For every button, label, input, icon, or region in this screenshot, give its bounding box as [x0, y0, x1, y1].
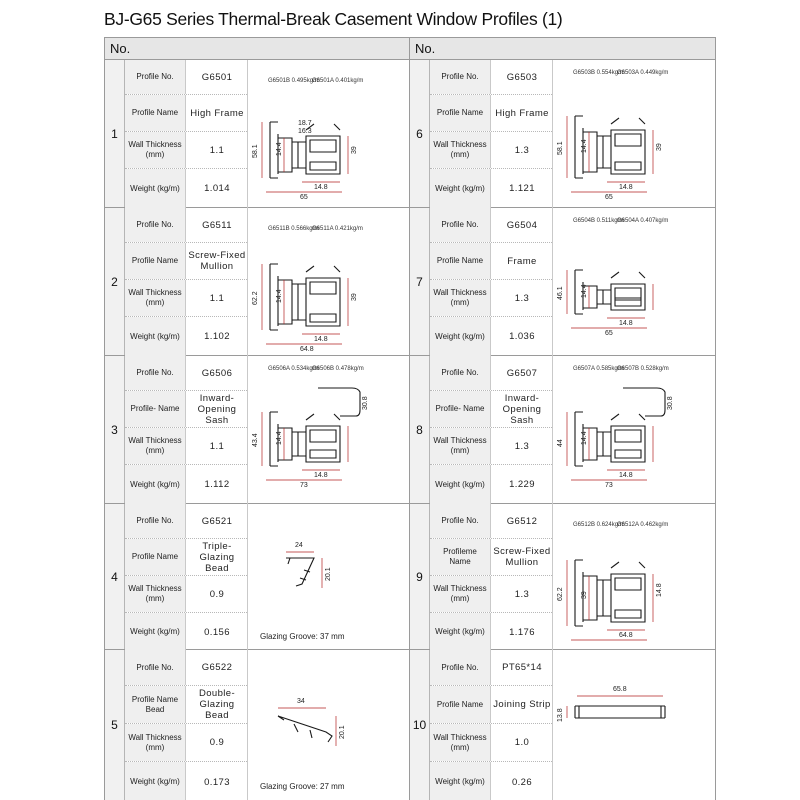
spec-label: Wall Thickness (mm): [430, 428, 491, 464]
spec-label: Profile- Name: [125, 391, 186, 427]
entry-number: 9: [410, 504, 430, 649]
weight-value: 0.156: [204, 626, 230, 638]
spec-label: Profile Name Bead: [125, 686, 186, 723]
entry-number: 2: [105, 208, 125, 355]
profile-code-label: G6501A 0.401kg/m: [312, 78, 364, 84]
entry-number: 4: [105, 504, 125, 649]
profile-code-label: G6504A 0.407kg/m: [617, 218, 669, 224]
profile-drawing: [552, 208, 715, 356]
spec-row-name: [125, 391, 247, 428]
profile-number: G6506: [201, 367, 233, 379]
profile-number: G6504: [506, 219, 538, 231]
dimension-label: 58.1: [557, 141, 564, 155]
spec-table: [125, 504, 247, 649]
dimension-label: 73: [300, 482, 308, 489]
spec-table: [125, 208, 247, 355]
spec-row-weight: [125, 317, 247, 356]
dimension-label: 14.8: [314, 472, 328, 479]
weight-value: 0.173: [204, 776, 230, 788]
spec-row-wall: [430, 576, 552, 613]
weight-value: 1.014: [204, 183, 230, 194]
profile-number: PT65*14: [502, 662, 542, 673]
wall-thickness-value: 0.9: [209, 588, 225, 600]
dimension-label: 16.3: [298, 128, 312, 135]
dimension-label: 58.1: [252, 144, 259, 158]
spec-row-wall: [430, 132, 552, 169]
spec-label: Profile No.: [125, 60, 186, 94]
weight-value: 1.112: [204, 479, 230, 490]
profile-entry: [105, 60, 410, 208]
spec-row-profile-no: [125, 60, 247, 95]
spec-label: Weight (kg/m): [125, 465, 186, 504]
wall-thickness-value: 1.0: [514, 737, 530, 748]
spec-label: Weight (kg/m): [125, 317, 186, 356]
profile-number: G6507: [506, 367, 538, 379]
dimension-label: 14.8: [656, 583, 663, 597]
dimension-label: 65: [605, 194, 613, 201]
profile-name: High Frame: [190, 107, 244, 119]
spec-label: Weight (kg/m): [430, 613, 491, 651]
spec-label: Profile No.: [125, 504, 186, 538]
profile-number: G6511: [202, 219, 232, 231]
profile-entry: [410, 650, 715, 800]
spec-row-profile-no: [125, 356, 247, 391]
spec-label: Wall Thickness (mm): [125, 280, 186, 316]
dimension-label: 30.8: [667, 396, 674, 410]
spec-label: Profile No.: [430, 504, 491, 538]
profile-section-drawing: [553, 650, 716, 800]
wall-thickness-value: 1.3: [514, 144, 530, 156]
spec-label: Profile- Name: [430, 391, 491, 427]
spec-row-weight: [430, 169, 552, 208]
spec-row-wall: [430, 428, 552, 465]
dimension-label: 39: [581, 591, 588, 599]
spec-row-profile-no: [430, 60, 552, 95]
spec-row-weight: [430, 762, 552, 800]
profile-code-label: G6503A 0.449kg/m: [617, 70, 669, 76]
document-title: BJ-G65 Series Thermal-Break Casement Window Profiles (1): [104, 9, 563, 29]
entry-number: 10: [410, 650, 430, 800]
profile-name: Inward-Opening Sash: [197, 392, 237, 426]
profile-code-label: G6512B 0.624kg/m: [573, 522, 625, 528]
profile-name: Inward-Opening Sash: [502, 392, 542, 426]
spec-row-name: [125, 686, 247, 724]
profile-section-drawing: [553, 208, 716, 356]
dimension-label: 14.4: [276, 142, 283, 156]
spec-row-weight: [125, 169, 247, 208]
spec-row-profile-no: [430, 356, 552, 391]
spec-row-profile-no: [125, 208, 247, 243]
spec-label: Weight (kg/m): [125, 169, 186, 208]
profile-name: Double-Glazing Bead: [198, 688, 236, 721]
spec-label: Profileme Name: [430, 539, 491, 575]
dimension-label: 13.8: [557, 708, 564, 722]
profile-code-label: G6506A 0.534kg/m: [268, 366, 320, 372]
dimension-label: 14.4: [581, 431, 588, 445]
glazing-groove-caption: Glazing Groove: 37 mm: [260, 632, 345, 641]
profile-drawing: [247, 208, 410, 356]
dimension-label: 64.8: [619, 632, 633, 639]
spec-row-wall: [125, 724, 247, 762]
spec-row-weight: [125, 465, 247, 504]
profile-code-label: G6501B 0.495kg/m: [268, 78, 320, 84]
dimension-label: 62.2: [252, 291, 259, 305]
spec-row-wall: [430, 280, 552, 317]
spec-table: [125, 650, 247, 800]
spec-label: Wall Thickness (mm): [125, 576, 186, 612]
profile-entry: [410, 208, 715, 356]
spec-row-weight: [125, 762, 247, 800]
profile-number: G6522: [201, 662, 233, 673]
profile-number: G6503: [506, 71, 538, 83]
spec-row-weight: [430, 613, 552, 651]
weight-value: 1.102: [204, 331, 230, 342]
entry-number: 6: [410, 60, 430, 207]
spec-row-wall: [430, 724, 552, 762]
dimension-label: 14.8: [314, 336, 328, 343]
profile-name: Triple-Glazing Bead: [199, 540, 235, 574]
spec-label: Profile No.: [125, 208, 186, 242]
spec-row-profile-no: [430, 650, 552, 686]
spec-label: Profile Name: [125, 243, 186, 279]
profile-code-label: G6511A 0.421kg/m: [312, 226, 363, 232]
spec-table: [430, 356, 552, 503]
spec-row-name: [430, 243, 552, 280]
dimension-label: 14.4: [581, 139, 588, 153]
dimension-label: 20.1: [325, 567, 332, 581]
wall-thickness-value: 0.9: [209, 737, 225, 748]
spec-label: Profile No.: [430, 356, 491, 390]
dimension-label: 65.8: [613, 686, 627, 693]
spec-label: Profile No.: [430, 208, 491, 242]
weight-value: 0.26: [511, 776, 533, 788]
profile-code-label: G6507A 0.585kg/m: [573, 366, 625, 372]
dimension-label: 18.7: [298, 120, 312, 127]
wall-thickness-value: 1.1: [209, 144, 225, 156]
spec-label: Weight (kg/m): [430, 465, 491, 504]
dimension-label: 14.4: [276, 289, 283, 303]
weight-value: 1.229: [509, 479, 535, 490]
profile-drawing: [247, 650, 410, 800]
profile-name: High Frame: [495, 107, 549, 119]
spec-row-weight: [430, 465, 552, 504]
spec-table: [125, 356, 247, 503]
wall-thickness-value: 1.3: [514, 440, 530, 452]
profile-drawing: [552, 356, 715, 504]
profile-entry: [410, 356, 715, 504]
profile-code-label: G6503B 0.554kg/m: [573, 70, 625, 76]
spec-label: Profile Name: [125, 95, 186, 131]
profile-section-drawing: [553, 356, 716, 504]
profile-name: Joining Strip: [493, 699, 551, 710]
spec-row-weight: [430, 317, 552, 356]
profile-code-label: G6512A 0.462kg/m: [617, 522, 669, 528]
profile-section-drawing: [553, 60, 716, 208]
glazing-groove-caption: Glazing Groove: 27 mm: [260, 782, 345, 791]
wall-thickness-value: 1.1: [209, 292, 225, 304]
spec-row-name: [430, 686, 552, 724]
profile-section-drawing: [248, 356, 411, 504]
profile-drawing: [247, 504, 410, 650]
left-column: [105, 60, 410, 800]
entry-number: 7: [410, 208, 430, 355]
spec-row-profile-no: [430, 504, 552, 539]
spec-row-name: [430, 95, 552, 132]
profile-section-drawing: [248, 650, 411, 800]
right-column: [410, 60, 715, 800]
dimension-label: 39: [351, 146, 358, 154]
table-header: [105, 38, 715, 60]
spec-label: Profile Name: [430, 686, 491, 723]
profile-entry: [105, 356, 410, 504]
dimension-label: 24: [295, 542, 303, 549]
profile-code-label: G6504B 0.511kg/m: [573, 218, 625, 224]
profile-number: G6512: [506, 515, 538, 527]
profile-entry: [410, 504, 715, 650]
profile-entry: [105, 504, 410, 650]
spec-label: Wall Thickness (mm): [430, 724, 491, 761]
spec-table: [430, 504, 552, 649]
profile-code-label: G6507B 0.528kg/m: [617, 366, 669, 372]
spec-label: Profile Name: [125, 539, 186, 575]
profile-number: G6501: [201, 71, 233, 83]
wall-thickness-value: 1.1: [209, 440, 225, 452]
dimension-label: 14.8: [619, 472, 633, 479]
profile-code-label: G6506B 0.478kg/m: [312, 366, 364, 372]
dimension-label: 46.1: [557, 286, 564, 300]
spec-row-name: [125, 243, 247, 280]
spec-label: Weight (kg/m): [125, 762, 186, 800]
spec-table: [430, 208, 552, 355]
entry-number: 5: [105, 650, 125, 800]
profile-entry: [105, 650, 410, 800]
spec-label: Weight (kg/m): [125, 613, 186, 651]
dimension-label: 44: [557, 439, 564, 447]
profile-drawing: [552, 650, 715, 800]
entry-number: 8: [410, 356, 430, 503]
spec-label: Wall Thickness (mm): [125, 132, 186, 168]
spec-row-wall: [125, 576, 247, 613]
wall-thickness-value: 1.3: [514, 588, 530, 600]
profile-drawing: [247, 356, 410, 504]
dimension-label: 20.1: [339, 725, 346, 739]
spec-label: Profile Name: [430, 243, 491, 279]
weight-value: 1.121: [509, 183, 535, 194]
wall-thickness-value: 1.3: [514, 292, 530, 304]
weight-value: 1.176: [509, 626, 535, 638]
dimension-label: 65: [605, 330, 613, 337]
profile-name: Screw-Fixed Mullion: [493, 546, 551, 568]
spec-label: Wall Thickness (mm): [430, 280, 491, 316]
profile-entry: [105, 208, 410, 356]
spec-label: Weight (kg/m): [430, 169, 491, 208]
spec-row-name: [430, 539, 552, 576]
entry-number: 1: [105, 60, 125, 207]
spec-label: Profile No.: [430, 650, 491, 685]
spec-row-name: [430, 391, 552, 428]
dimension-label: 64.8: [300, 346, 314, 353]
profile-drawing: [552, 504, 715, 650]
spec-table: [125, 60, 247, 207]
spec-label: Wall Thickness (mm): [125, 428, 186, 464]
spec-row-profile-no: [430, 208, 552, 243]
dimension-label: 14.4: [276, 431, 283, 445]
spec-table: [430, 650, 552, 800]
dimension-label: 14.8: [619, 184, 633, 191]
spec-row-name: [125, 95, 247, 132]
profile-drawing: [552, 60, 715, 208]
profile-drawing: [247, 60, 410, 208]
header-no-left: No.: [105, 38, 410, 59]
dimension-label: 39: [351, 293, 358, 301]
spec-row-name: [125, 539, 247, 576]
spec-label: Weight (kg/m): [430, 317, 491, 356]
spec-label: Wall Thickness (mm): [125, 724, 186, 761]
spec-row-wall: [125, 428, 247, 465]
spec-label: Wall Thickness (mm): [430, 576, 491, 612]
weight-value: 1.036: [509, 331, 535, 342]
spec-label: Profile No.: [125, 356, 186, 390]
header-no-right: No.: [415, 41, 436, 56]
profiles-table: [104, 37, 716, 800]
spec-label: Weight (kg/m): [430, 762, 491, 800]
profile-entry: [410, 60, 715, 208]
dimension-label: 43.4: [252, 433, 259, 447]
dimension-label: 30.8: [362, 396, 369, 410]
spec-row-wall: [125, 280, 247, 317]
spec-label: Wall Thickness (mm): [430, 132, 491, 168]
profile-code-label: G6511B 0.566kg/m: [268, 226, 320, 232]
spec-row-profile-no: [125, 650, 247, 686]
profile-name: Frame: [507, 255, 537, 267]
spec-row-profile-no: [125, 504, 247, 539]
spec-row-weight: [125, 613, 247, 651]
spec-row-wall: [125, 132, 247, 169]
profile-name: Screw-Fixed Mullion: [188, 250, 246, 272]
spec-label: Profile Name: [430, 95, 491, 131]
dimension-label: 73: [605, 482, 613, 489]
spec-label: Profile No.: [430, 60, 491, 94]
spec-table: [430, 60, 552, 207]
entry-number: 3: [105, 356, 125, 503]
spec-label: Profile No.: [125, 650, 186, 685]
dimension-label: 65: [300, 194, 308, 201]
dimension-label: 14.8: [314, 184, 328, 191]
dimension-label: 14.8: [619, 320, 633, 327]
dimension-label: 62.2: [557, 587, 564, 601]
dimension-label: 34: [297, 698, 305, 705]
dimension-label: 39: [656, 143, 663, 151]
profile-number: G6521: [201, 515, 233, 527]
dimension-label: 14.4: [581, 284, 588, 298]
